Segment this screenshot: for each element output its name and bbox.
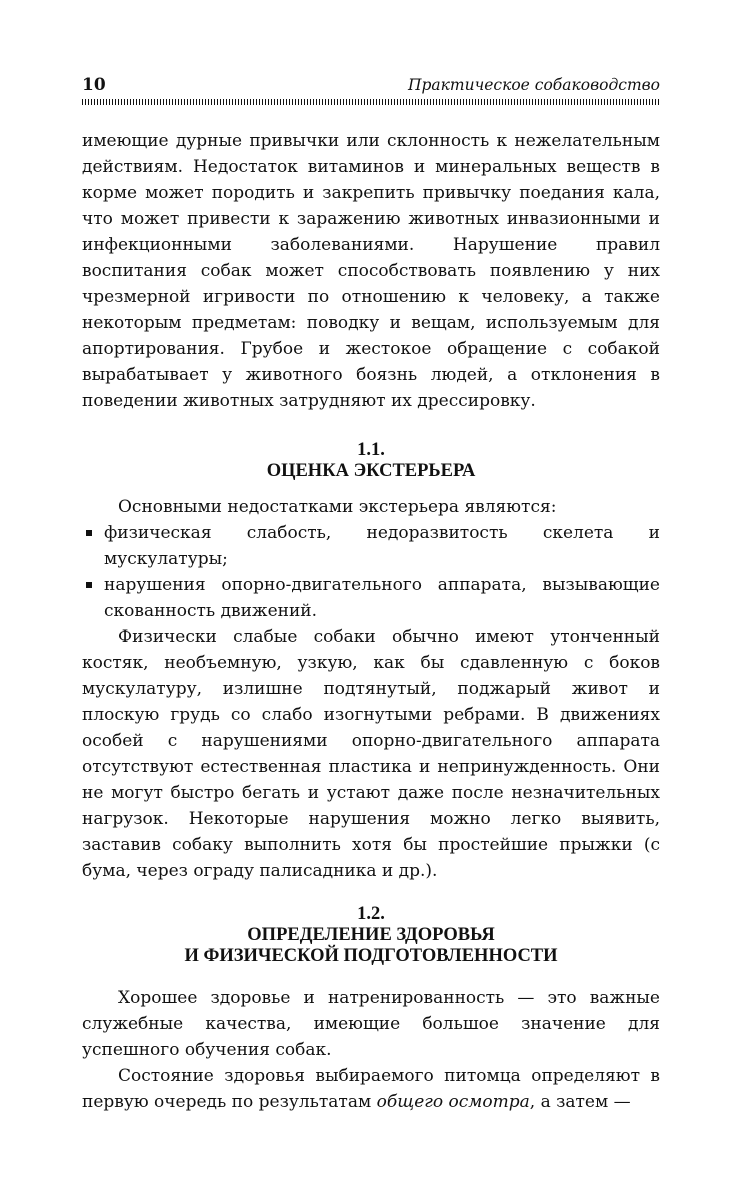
section-2-paragraph-1: Хорошее здоровье и натренированность — это важные служебные качества, имеющие большое значение для успешного обучения собак. <box>82 988 660 1060</box>
page-number: 10 <box>82 75 106 95</box>
header-rule <box>82 99 660 105</box>
section-1-heading <box>82 440 660 482</box>
emphasis-general-inspection: общего осмотра <box>376 1092 530 1112</box>
section-1-title: ОЦЕНКА ЭКСТЕРЬЕРА <box>266 461 476 481</box>
section-1-lead: Основными недостатками экстерьера являются: <box>118 497 557 517</box>
section-2-title-line-1: ОПРЕДЕЛЕНИЕ ЗДОРОВЬЯ <box>247 925 495 945</box>
section-2-paragraph-2 <box>82 1063 660 1115</box>
section-2-title-line-2: И ФИЗИЧЕСКОЙ ПОДГОТОВЛЕННОСТИ <box>184 946 558 966</box>
page-body <box>82 128 660 1115</box>
section-2-number: 1.2. <box>357 904 385 924</box>
list-item <box>82 520 660 572</box>
list-item-text: физическая слабость, недоразвитость скелета и мускулатуры; <box>104 523 660 569</box>
bullet-marker <box>86 530 92 536</box>
bullet-marker <box>86 582 92 588</box>
page-header <box>82 74 660 96</box>
list-item-text: нарушения опорно-двигательного аппарата, вызывающие скованность движений. <box>104 575 660 621</box>
section-1-paragraph: Физически слабые собаки обычно имеют утонченный костяк, необъемную, узкую, как бы сдавленную с боков мускулатуру, излишне подтянутый, поджарый живот и плоскую грудь со слабо изогнутыми ребрами. В движениях особей с нарушениями опорно-двигательного аппарата отсутствуют естественная пластика и непринужденность. Они не могут быстро бегать и устают даже после незначительных нагрузок. Некоторые нарушения можно легко выявить, заставив собаку выполнить хотя бы простейшие прыжки (с бума, через ограду палисадника и др.). <box>82 627 660 881</box>
paragraph-2-end: , а затем — <box>529 1092 631 1112</box>
paragraph-2-start: Состояние здоровья выбираемого питомца определяют в первую очередь по результатам <box>82 1066 660 1112</box>
section-1-number: 1.1. <box>357 440 385 460</box>
running-title: Практическое собаководство <box>407 76 660 94</box>
intro-paragraph: имеющие дурные привычки или склонность к нежелательным действиям. Недостаток витаминов и минеральных веществ в корме может породить и закрепить привычку поедания кала, что может привести к заражению животных инвазионными и инфекционными заболеваниями. Нарушение правил воспитания собак может способствовать появлению у них чрезмерной игривости по отношению к человеку, а также некоторым предметам: поводку и вещам, используемым для апортирования. Грубое и жестокое обращение с собакой вырабатывает у животного боязнь людей, а отклонения в поведении животных затрудняют их дрессировку. <box>82 131 660 411</box>
section-2-heading <box>82 904 660 967</box>
list-item <box>82 572 660 624</box>
defects-list <box>82 520 660 624</box>
